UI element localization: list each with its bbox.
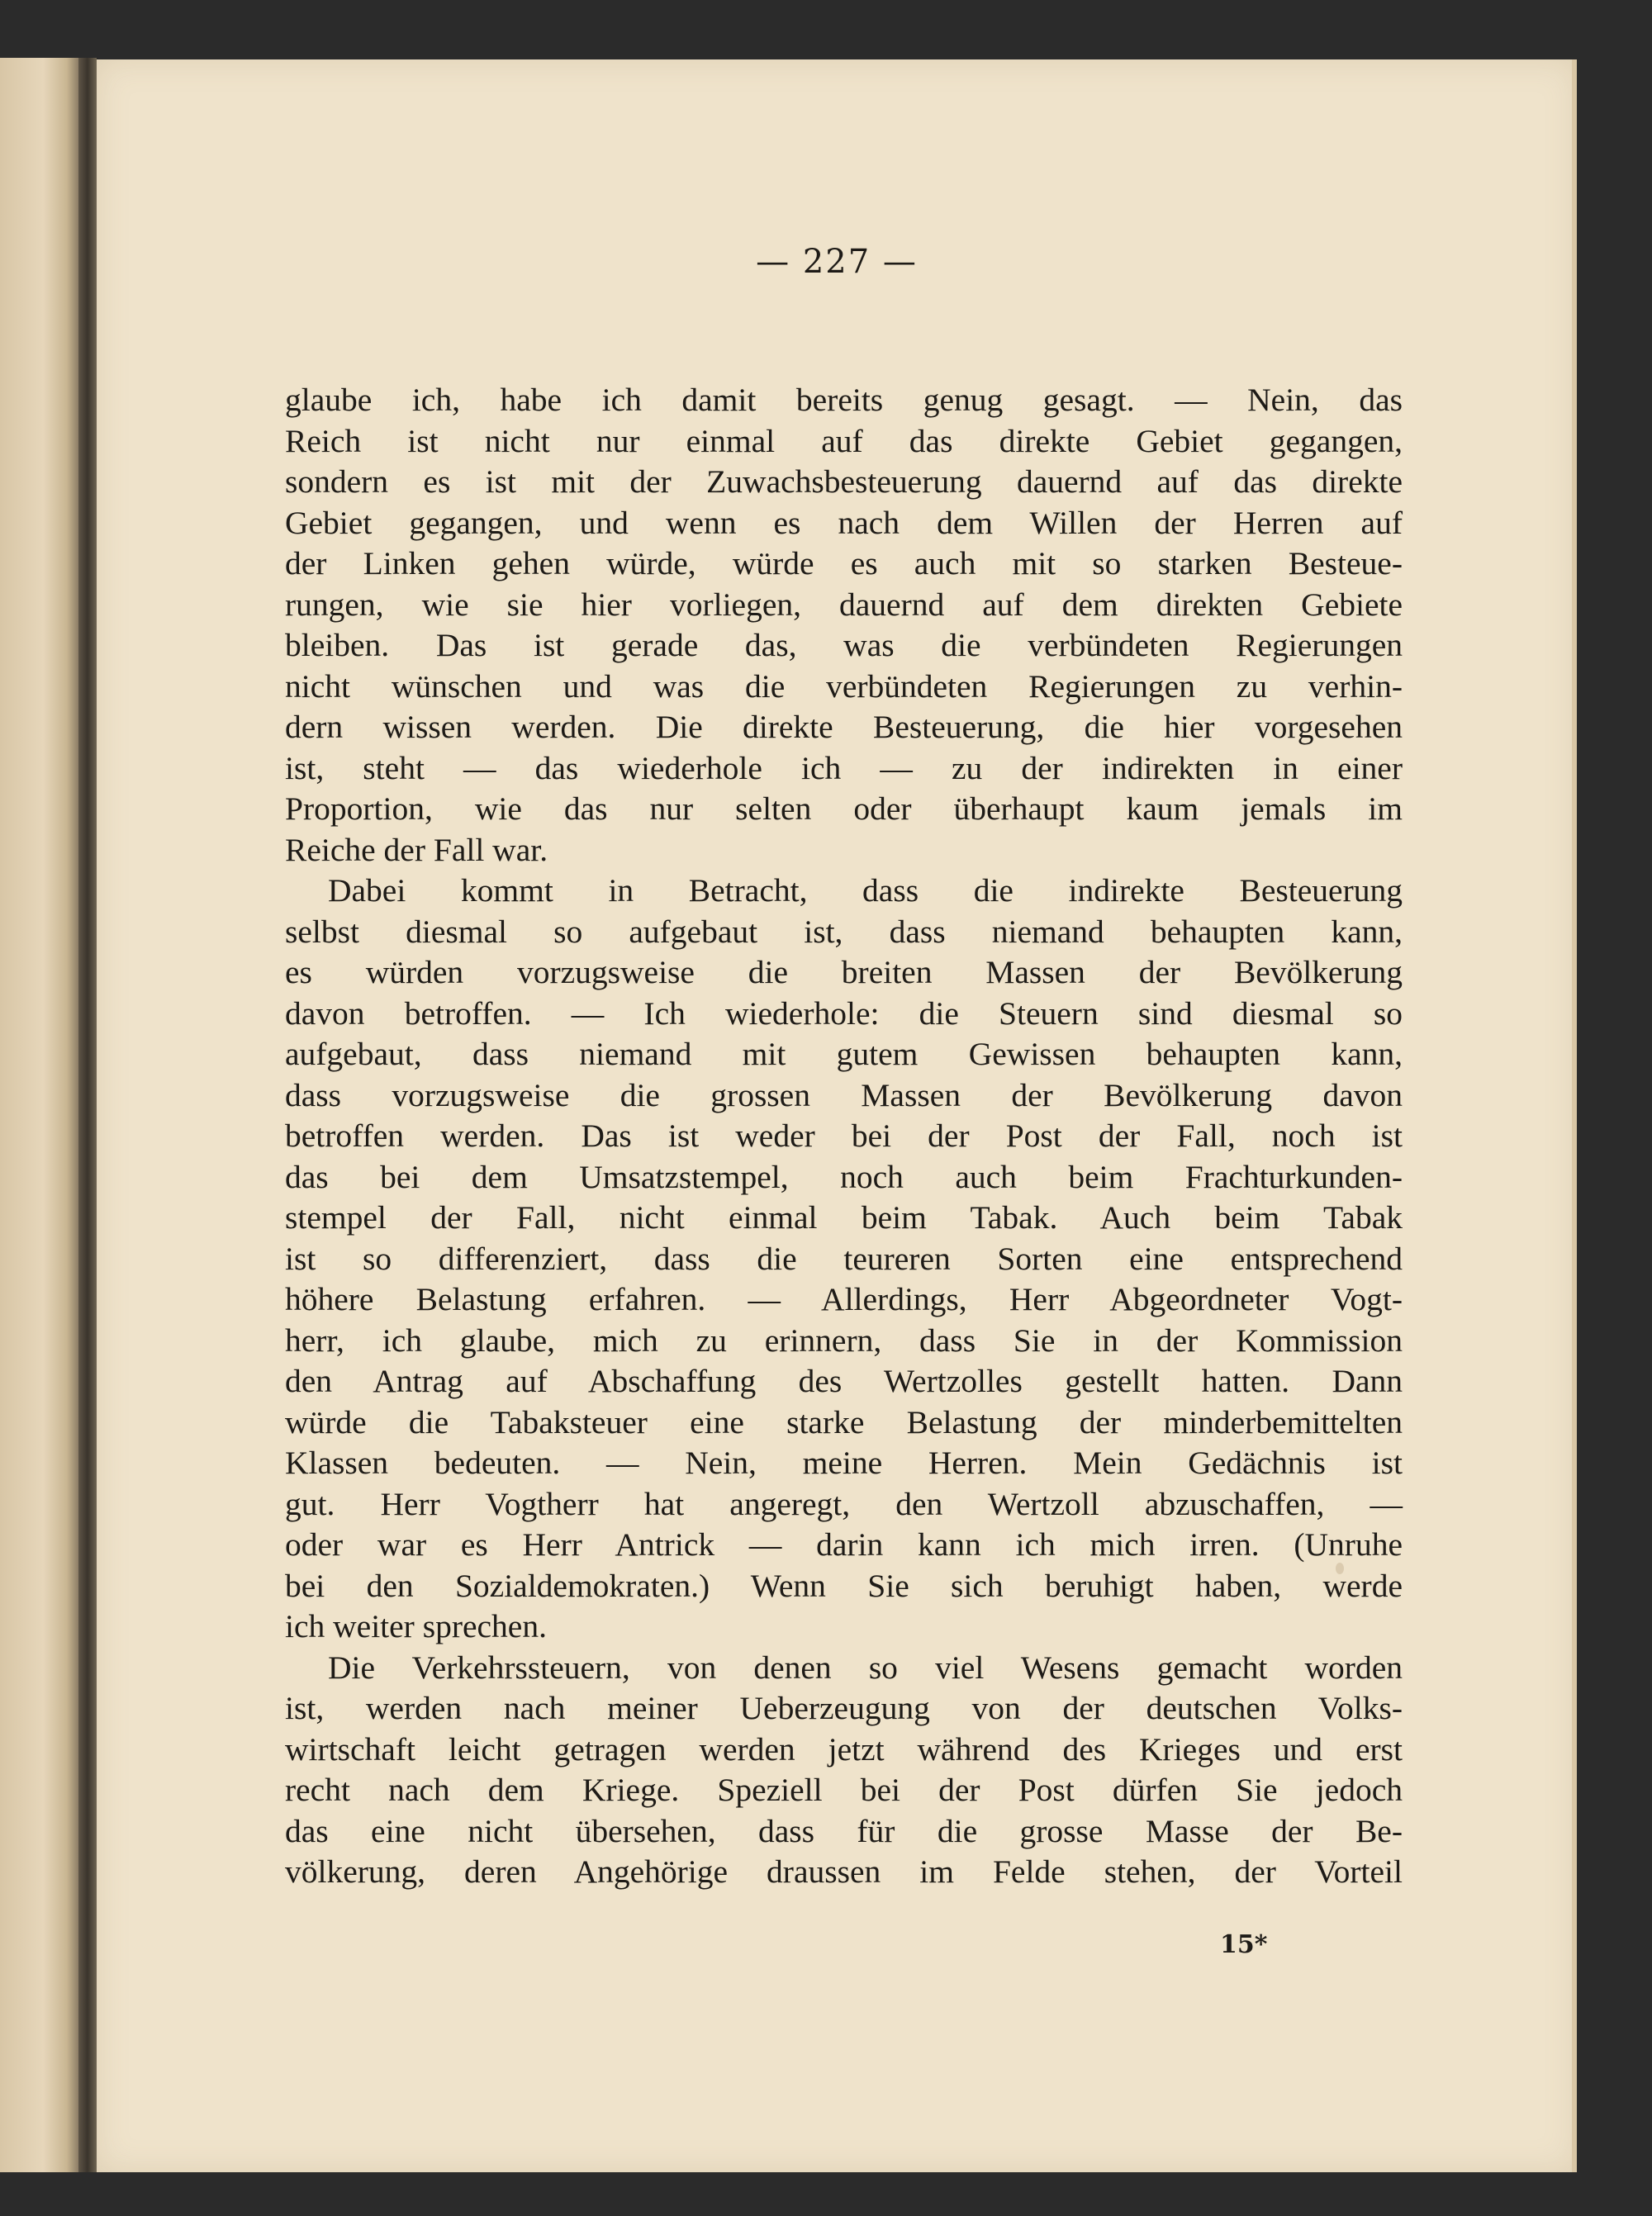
- text-line: höhere Belastung erfahren. — Allerdings, Herr Abgeordneter Vogt-: [285, 1281, 1403, 1317]
- text-line: ich weiter sprechen.: [285, 1608, 547, 1644]
- paragraph-2: [285, 871, 1403, 1648]
- text-line: das bei dem Umsatzstempel, noch auch beim Frachturkunden-: [285, 1158, 1403, 1195]
- text-line: Reich ist nicht nur einmal auf das direkte Gebiet gegangen,: [285, 422, 1403, 459]
- text-line: rungen, wie sie hier vorliegen, dauernd auf dem direkten Gebiete: [285, 586, 1403, 623]
- right-page: [97, 59, 1577, 2172]
- text-line: das eine nicht übersehen, dass für die grosse Masse der Be-: [285, 1812, 1403, 1849]
- page-edge: [1572, 59, 1577, 2172]
- paragraph-1: [285, 380, 1403, 871]
- text-line: glaube ich, habe ich damit bereits genug gesagt. — Nein, das: [285, 382, 1403, 418]
- text-line: recht nach dem Kriege. Speziell bei der Post dürfen Sie jedoch: [285, 1772, 1403, 1808]
- text-line: Gebiet gegangen, und wenn es nach dem Willen der Herren auf: [285, 504, 1403, 541]
- body-text: [285, 380, 1403, 1893]
- text-line: dern wissen werden. Die direkte Besteuerung, die hier vorgesehen: [285, 709, 1403, 745]
- text-line: Proportion, wie das nur selten oder überhaupt kaum jemals im: [285, 790, 1403, 827]
- text-line: ist, steht — das wiederhole ich — zu der indirekten in einer: [285, 749, 1403, 786]
- left-page-edge: [0, 58, 78, 2172]
- text-line: oder war es Herr Antrick — darin kann ich mich irren. (Unruhe: [285, 1526, 1403, 1563]
- text-line: ist so differenziert, dass die teureren Sorten eine entsprechend: [285, 1240, 1403, 1277]
- signature-mark: 15*: [1220, 1930, 1268, 1959]
- text-line: Die Verkehrssteuern, von denen so viel Wesens gemacht worden: [328, 1649, 1403, 1686]
- text-line: stempel der Fall, nicht einmal beim Tabak. Auch beim Tabak: [285, 1199, 1403, 1236]
- text-line: sondern es ist mit der Zuwachsbesteuerung dauernd auf das direkte: [285, 463, 1403, 500]
- text-line: gut. Herr Vogtherr hat angeregt, den Wertzoll abzuschaffen, —: [285, 1485, 1403, 1522]
- text-line: bleiben. Das ist gerade das, was die verbündeten Regierungen: [285, 627, 1403, 663]
- text-line: selbst diesmal so aufgebaut ist, dass niemand behaupten kann,: [285, 913, 1403, 950]
- text-line: dass vorzugsweise die grossen Massen der Bevölkerung davon: [285, 1076, 1403, 1113]
- text-line: Reiche der Fall war.: [285, 831, 548, 868]
- text-line: würde die Tabaksteuer eine starke Belastung der minderbemittelten: [285, 1403, 1403, 1440]
- text-line: aufgebaut, dass niemand mit gutem Gewissen behaupten kann,: [285, 1036, 1403, 1072]
- text-line: Klassen bedeuten. — Nein, meine Herren. Mein Gedächnis ist: [285, 1445, 1403, 1481]
- text-line: herr, ich glaube, mich zu erinnern, dass Sie in der Kommission: [285, 1322, 1403, 1359]
- text-line: nicht wünschen und was die verbündeten Regierungen zu verhin-: [285, 667, 1403, 705]
- text-line: ist, werden nach meiner Ueberzeugung von der deutschen Volks-: [285, 1690, 1403, 1726]
- page-number-header: — 227 —: [756, 243, 918, 281]
- text-line: es würden vorzugsweise die breiten Massen der Bevölkerung: [285, 954, 1403, 990]
- text-line: betroffen werden. Das ist weder bei der Post der Fall, noch ist: [285, 1117, 1403, 1154]
- text-line: den Antrag auf Abschaffung des Wertzolles gestellt hatten. Dann: [285, 1363, 1403, 1399]
- paragraph-3: [285, 1648, 1403, 1893]
- text-line: der Linken gehen würde, würde es auch mit so starken Besteue-: [285, 545, 1403, 581]
- text-line: davon betroffen. — Ich wiederhole: die Steuern sind diesmal so: [285, 994, 1403, 1032]
- text-line: wirtschaft leicht getragen werden jetzt während des Krieges und erst: [285, 1730, 1403, 1768]
- text-line: völkerung, deren Angehörige draussen im Felde stehen, der Vorteil: [285, 1853, 1403, 1890]
- text-line: bei den Sozialdemokraten.) Wenn Sie sich beruhigt haben, werde: [285, 1567, 1403, 1604]
- book-gutter: [78, 58, 97, 2172]
- text-line: Dabei kommt in Betracht, dass die indirekte Besteuerung: [328, 872, 1403, 909]
